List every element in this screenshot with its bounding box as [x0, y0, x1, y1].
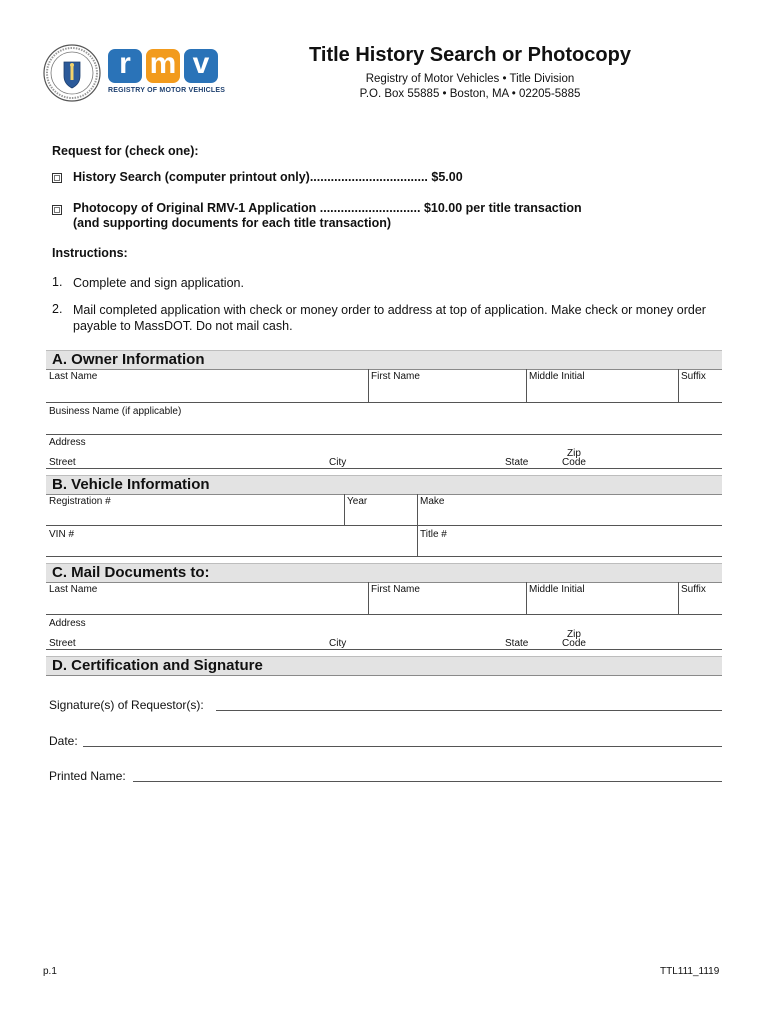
signature-label: Signature(s) of Requestor(s):	[49, 698, 204, 712]
owner-suffix-field[interactable]	[679, 370, 722, 401]
divider	[46, 468, 722, 469]
mail-suffix-field[interactable]	[679, 583, 722, 613]
rmv-logo-subtitle: REGISTRY OF MOTOR VEHICLES	[108, 87, 226, 94]
mail-street-label: Street	[49, 638, 76, 649]
divider	[46, 434, 722, 435]
instruction-number: 1.	[52, 275, 63, 289]
rmv-logo-v: v	[184, 49, 218, 83]
mail-zip-label-line2: Code	[562, 638, 586, 649]
divider	[46, 614, 722, 615]
year-label: Year	[347, 496, 368, 507]
owner-zip-label-line1: Zip	[567, 448, 581, 459]
printed-name-label: Printed Name:	[49, 769, 126, 783]
owner-first-name-field[interactable]	[369, 370, 525, 401]
title-number-label: Title #	[420, 529, 447, 540]
owner-state-label: State	[505, 457, 529, 468]
registration-field[interactable]	[47, 495, 343, 524]
rmv-logo-r: r	[108, 49, 142, 83]
request-heading: Request for (check one):	[52, 144, 199, 158]
header-address: P.O. Box 55885 • Boston, MA • 02205-5885	[359, 88, 581, 100]
signature-line[interactable]	[216, 710, 722, 711]
vin-field[interactable]	[47, 526, 416, 555]
business-name-label: Business Name (if applicable)	[49, 406, 182, 417]
page-title: Title History Search or Photocopy	[309, 44, 631, 66]
section-a-title: A. Owner Information	[52, 351, 205, 368]
owner-suffix-label: Suffix	[681, 371, 706, 382]
year-field[interactable]	[345, 495, 416, 524]
title-number-field[interactable]	[418, 526, 722, 555]
date-line[interactable]	[83, 746, 722, 747]
owner-address-field[interactable]	[47, 436, 722, 467]
divider	[46, 649, 722, 650]
printed-name-line[interactable]	[133, 781, 722, 782]
section-b-header	[46, 475, 722, 495]
section-c-title: C. Mail Documents to:	[52, 564, 210, 581]
mail-state-label: State	[505, 638, 529, 649]
history-search-checkbox[interactable]	[52, 173, 62, 183]
mail-last-name-label: Last Name	[49, 584, 98, 595]
owner-city-label: City	[329, 457, 347, 468]
registration-label: Registration #	[49, 496, 111, 507]
owner-last-name-label: Last Name	[49, 371, 98, 382]
section-a-header	[46, 350, 722, 370]
mail-suffix-label: Suffix	[681, 584, 706, 595]
section-d-title: D. Certification and Signature	[52, 657, 263, 674]
date-label: Date:	[49, 734, 78, 748]
photocopy-checkbox[interactable]	[52, 205, 62, 215]
owner-address-label: Address	[49, 437, 86, 448]
rmv-logo-m: m	[146, 49, 180, 83]
mail-address-label: Address	[49, 618, 86, 629]
business-name-field[interactable]	[47, 404, 722, 434]
mail-zip-label-line1: Zip	[567, 629, 581, 640]
instruction-number: 2.	[52, 302, 63, 316]
page-number: p.1	[43, 966, 57, 977]
owner-first-name-label: First Name	[371, 371, 420, 382]
owner-zip-label-line2: Code	[562, 457, 586, 468]
divider	[46, 402, 722, 403]
photocopy-option: Photocopy of Original RMV-1 Application ............................. $10.00 per title transaction	[73, 201, 582, 215]
instruction-text: Complete and sign application.	[73, 276, 244, 290]
mail-first-name-label: First Name	[371, 584, 420, 595]
form-id: TTL111_1119	[660, 966, 720, 977]
make-label: Make	[420, 496, 445, 507]
section-c-header	[46, 563, 722, 583]
history-search-option: History Search (computer printout only).................................. $5.00	[73, 170, 463, 184]
section-b-title: B. Vehicle Information	[52, 476, 210, 493]
mail-middle-initial-label: Middle Initial	[529, 584, 585, 595]
mail-last-name-field[interactable]	[47, 583, 367, 613]
divider	[46, 556, 722, 557]
mail-city-label: City	[329, 638, 347, 649]
owner-middle-initial-label: Middle Initial	[529, 371, 585, 382]
mail-address-field[interactable]	[47, 616, 722, 648]
header-division: Registry of Motor Vehicles • Title Division	[365, 73, 575, 85]
section-d-header	[46, 656, 722, 676]
mail-middle-initial-field[interactable]	[527, 583, 677, 613]
rmv-logo	[108, 47, 226, 99]
owner-middle-initial-field[interactable]	[527, 370, 677, 401]
massachusetts-seal-icon	[43, 44, 101, 102]
owner-last-name-field[interactable]	[47, 370, 367, 401]
instructions-heading: Instructions:	[52, 246, 128, 260]
photocopy-option-note: (and supporting documents for each title transaction)	[73, 216, 392, 230]
instruction-text: Mail completed application with check or money order to address at top of application. Make check or money order payable to MassDOT. Do not mail cash.	[73, 303, 706, 333]
owner-street-label: Street	[49, 457, 76, 468]
mail-first-name-field[interactable]	[369, 583, 525, 613]
make-field[interactable]	[418, 495, 722, 524]
vin-label: VIN #	[49, 529, 75, 540]
